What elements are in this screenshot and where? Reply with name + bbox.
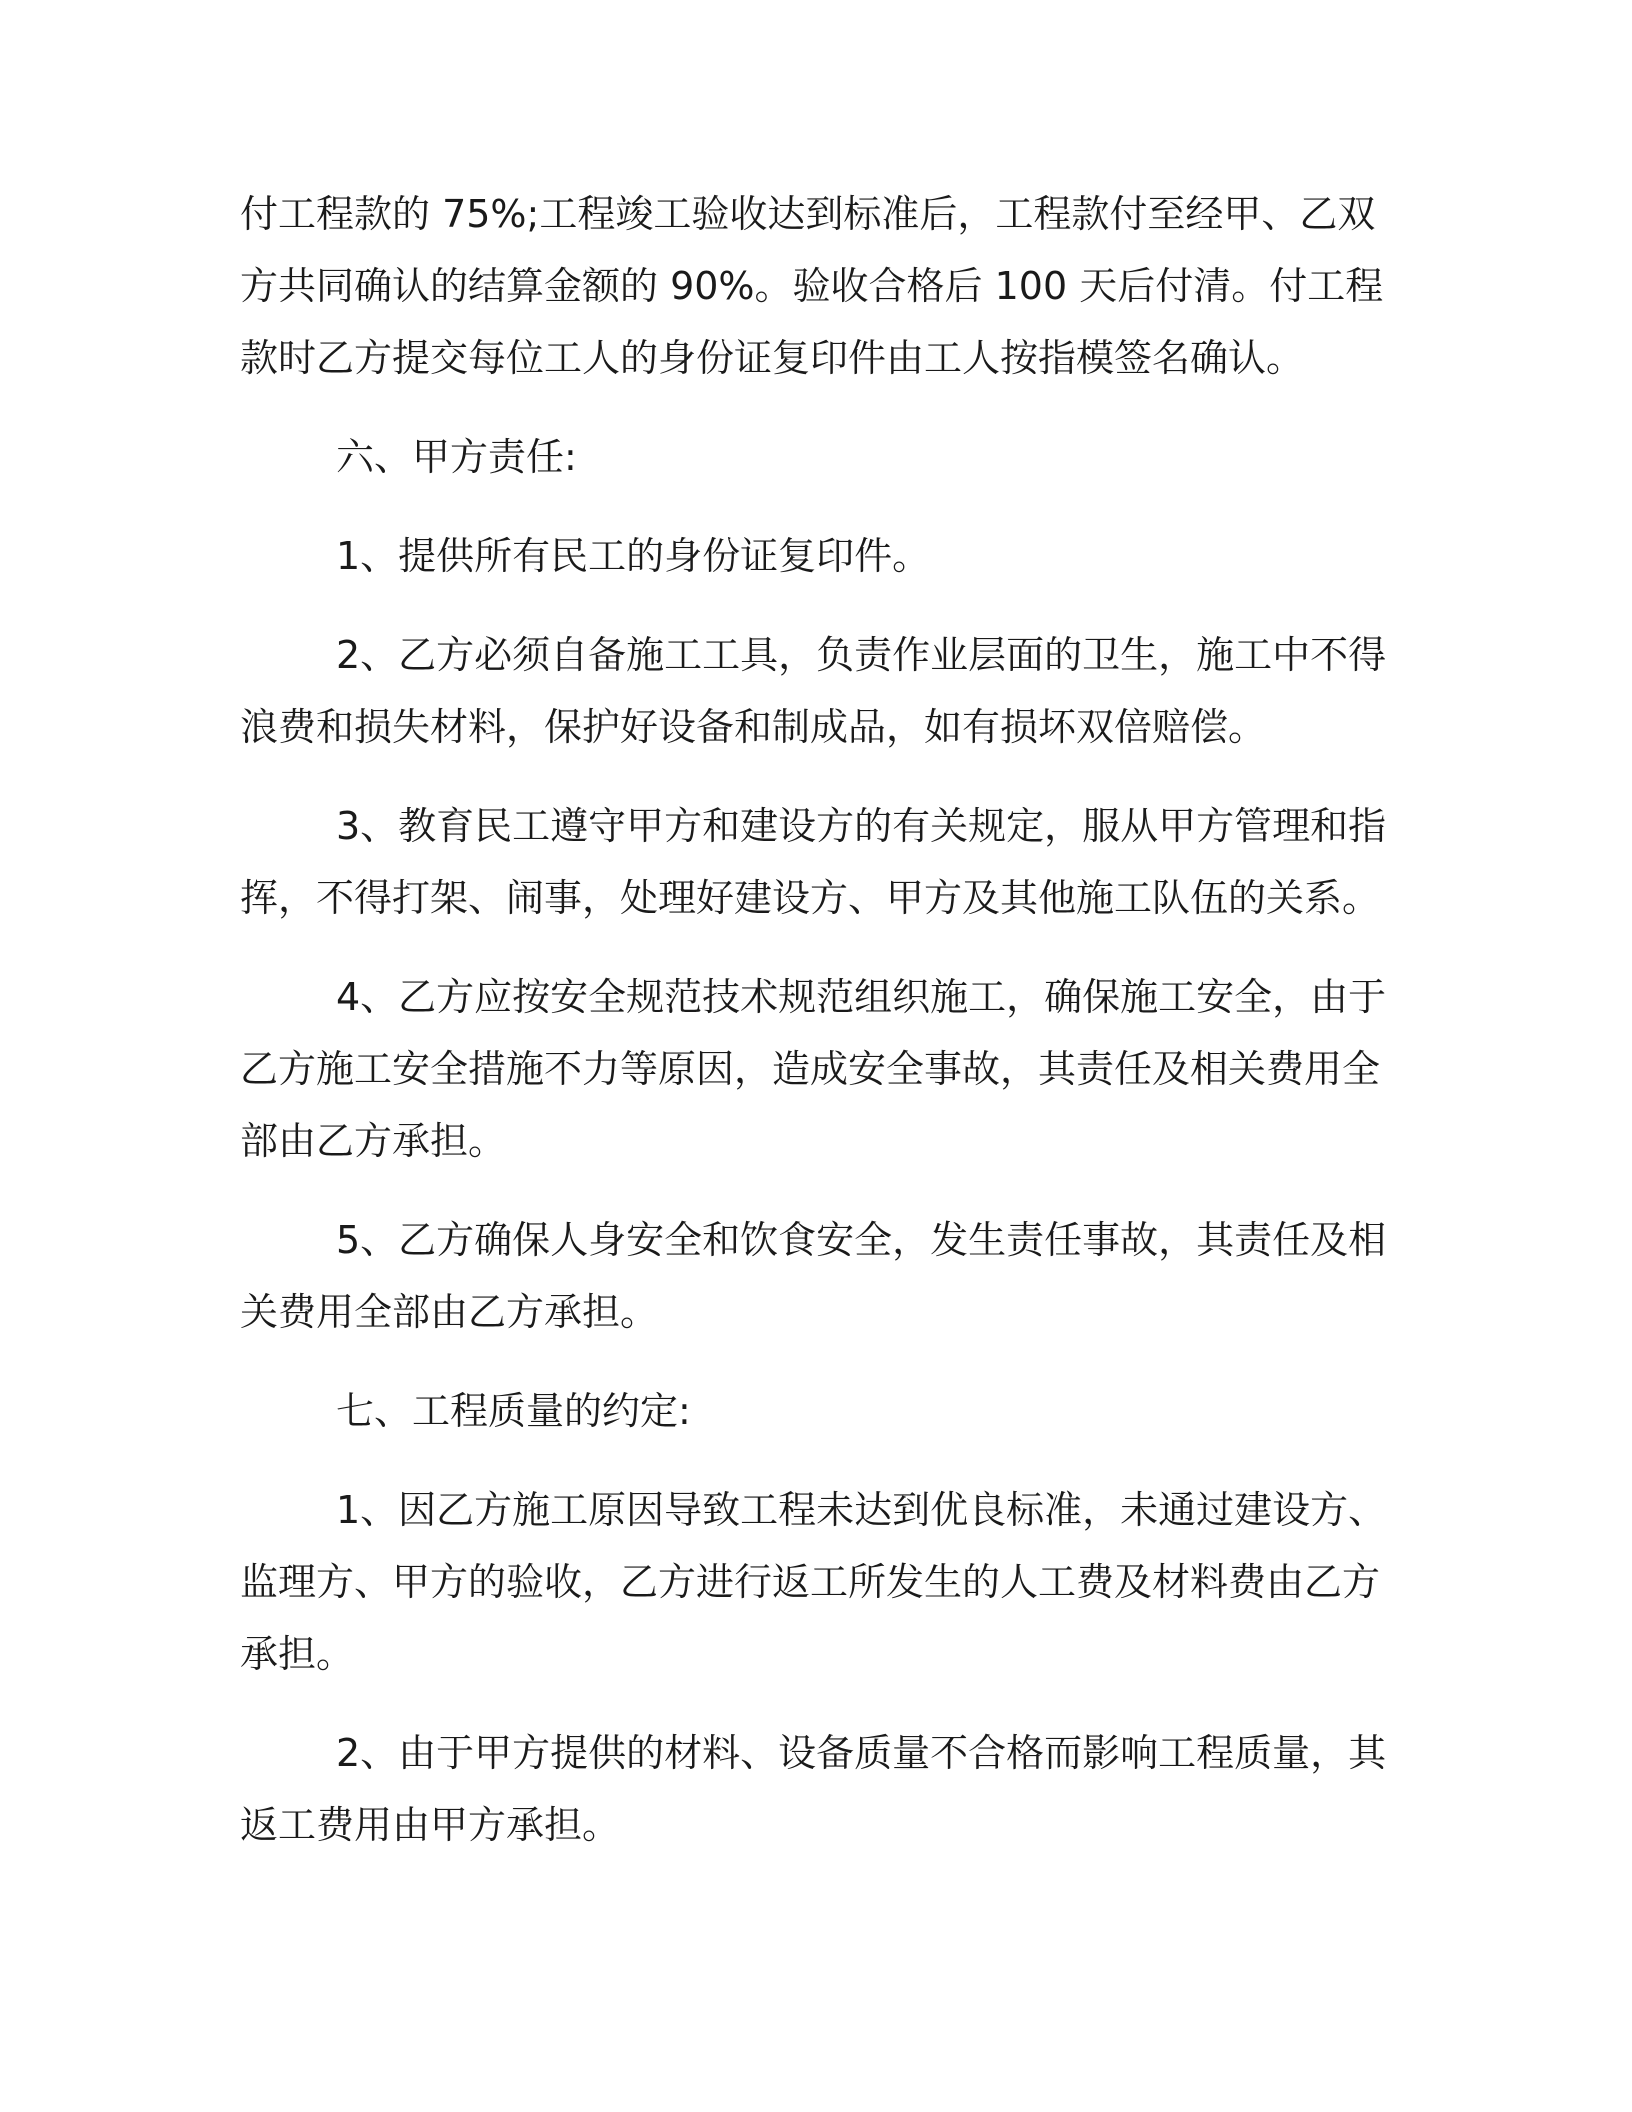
document-page bbox=[240, 178, 1392, 1861]
clause-7-2: 2、由于甲方提供的材料、设备质量不合格而影响工程质量，其返工费用由甲方承担。 bbox=[240, 1731, 1387, 1847]
clause-6-2: 2、乙方必须自备施工工具，负责作业层面的卫生，施工中不得浪费和损失材料，保护好设备和制成品，如有损坏双倍赔偿。 bbox=[240, 633, 1387, 749]
clause-7-1: 1、因乙方施工原因导致工程未达到优良标准，未通过建设方、监理方、甲方的验收，乙方进行返工所发生的人工费及材料费由乙方承担。 bbox=[240, 1488, 1387, 1676]
paragraph-payment-terms: 付工程款的 75%;工程竣工验收达到标准后，工程款付至经甲、乙双方共同确认的结算金额的 90%。验收合格后 100 天后付清。付工程款时乙方提交每位工人的身份证复印件由工人按指模签名确认。 bbox=[240, 192, 1384, 380]
heading-party-a-responsibility: 六、甲方责任: bbox=[336, 435, 577, 479]
clause-6-3: 3、教育民工遵守甲方和建设方的有关规定，服从甲方管理和指挥，不得打架、闹事，处理好建设方、甲方及其他施工队伍的关系。 bbox=[240, 804, 1387, 920]
clause-6-1: 1、提供所有民工的身份证复印件。 bbox=[336, 534, 931, 578]
clause-6-4: 4、乙方应按安全规范技术规范组织施工，确保施工安全，由于乙方施工安全措施不力等原因，造成安全事故，其责任及相关费用全部由乙方承担。 bbox=[240, 975, 1387, 1163]
clause-6-5: 5、乙方确保人身安全和饮食安全，发生责任事故，其责任及相关费用全部由乙方承担。 bbox=[240, 1218, 1387, 1334]
heading-quality-agreement: 七、工程质量的约定: bbox=[336, 1389, 691, 1433]
